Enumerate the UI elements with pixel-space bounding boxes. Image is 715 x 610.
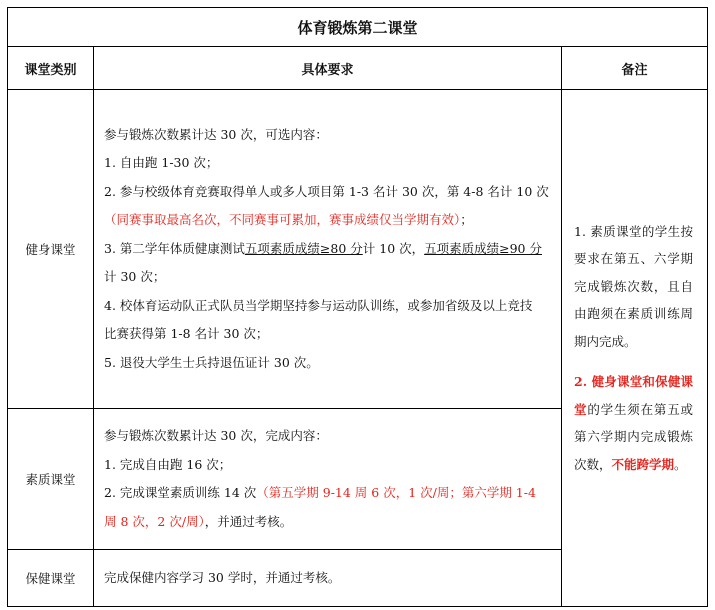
category-health: 保健课堂 <box>8 550 94 607</box>
note-1: 1. 素质课堂的学生按要求在第五、六学期完成锻炼次数，且自由跑须在素质训练周期内完成。 <box>574 223 694 349</box>
req-line: 1. 自由跑 1-30 次； <box>104 155 219 171</box>
note-2 <box>574 368 693 478</box>
note-text: 的学生须在第五或第六学期内完成锻炼次数， <box>574 401 694 472</box>
req-text: 3. 第二学年体质健康测试 <box>104 240 245 256</box>
header-category: 课堂类别 <box>8 47 94 90</box>
red-note: 不能跨学期 <box>611 456 675 472</box>
req-line <box>104 479 553 508</box>
req-line <box>104 235 553 264</box>
course-table <box>7 7 708 607</box>
underlined-text: 五项素质成绩≥80 分 <box>244 240 363 256</box>
req-line: 参与锻炼次数累计达 30 次，完成内容： <box>104 428 328 443</box>
req-line: 参与锻炼次数累计达 30 次，可选内容： <box>104 126 328 142</box>
note-text: 。 <box>674 456 687 472</box>
req-line: 比赛获得第 1-8 名计 30 次； <box>104 326 269 342</box>
req-text: ，并通过考核。 <box>204 513 293 529</box>
red-note: 周 8 次，2 次/周） <box>104 513 205 529</box>
header-requirements: 具体要求 <box>94 47 562 90</box>
req-text: 计 10 次， <box>362 240 425 256</box>
req-text: ； <box>460 212 473 228</box>
red-note: 2. 健身课堂和保健课堂 <box>574 374 694 417</box>
req-line: 1. 完成自由跑 16 次； <box>104 456 232 472</box>
notes-cell <box>562 90 708 607</box>
req-text: 2. 完成课堂素质训练 14 次 <box>104 485 257 500</box>
requirements-fitness <box>94 90 562 409</box>
req-line: 完成保健内容学习 30 学时，并通过考核。 <box>104 569 341 585</box>
req-line <box>104 508 553 537</box>
req-line: 计 30 次； <box>104 269 166 285</box>
req-line <box>104 206 553 235</box>
category-quality: 素质课堂 <box>8 409 94 550</box>
table-row <box>8 90 708 409</box>
header-notes: 备注 <box>562 47 708 90</box>
requirements-health <box>94 550 562 607</box>
requirements-quality <box>94 409 562 550</box>
table-title: 体育锻炼第二课堂 <box>8 8 708 47</box>
req-line: 4. 校体育运动队正式队员当学期坚持参与运动队训练，或参加省级及以上竞技 <box>104 297 533 313</box>
category-fitness: 健身课堂 <box>8 90 94 409</box>
red-note: （第五学期 9-14 周 6 次，1 次/周；第六学期 1-4 <box>256 485 536 500</box>
red-note: （同赛事取最高名次，不同赛事可累加，赛事成绩仅当学期有效） <box>104 212 461 228</box>
req-line: 2. 参与校级体育竞赛取得单人或多人项目第 1-3 名计 30 次，第 4-8 名计 10 次 <box>104 183 549 199</box>
underlined-text: 五项素质成绩≥90 分 <box>424 240 542 256</box>
req-line: 5. 退役大学生士兵持退伍证计 30 次。 <box>104 354 319 370</box>
